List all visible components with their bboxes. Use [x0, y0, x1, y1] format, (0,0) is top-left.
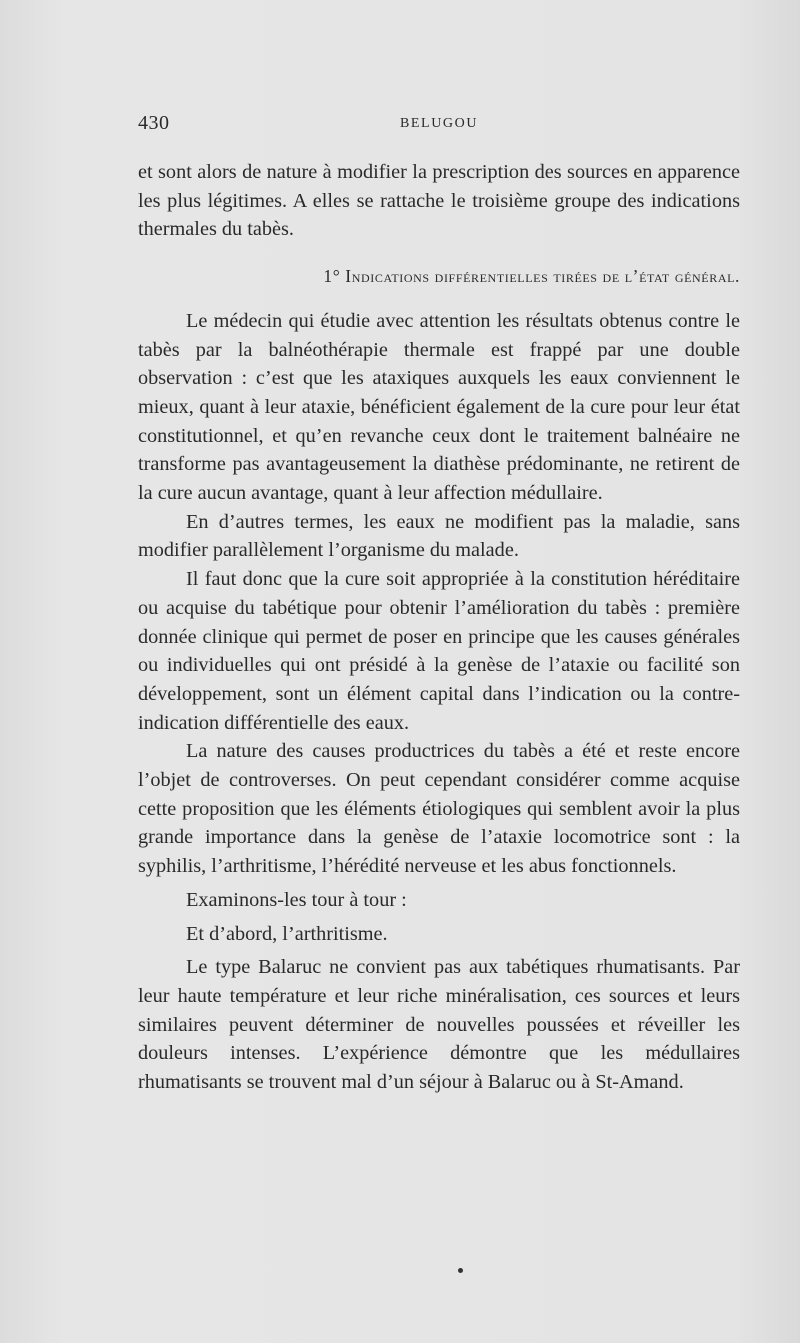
paragraph-8: Le type Balaruc ne convient pas aux tabétiques rhumatisants. Par leur haute température et leur riche minéralisation, ces sources et leurs similaires peuvent déterminer de nouvelles poussées et réveiller les douleurs intenses. L’expérience démontre que les médullaires rhumatisants se trouvent mal d’un séjour à Balaruc ou à St-Amand.: [138, 956, 740, 1094]
section-heading: 1° Indications différentielles tirées de l’état général.: [323, 266, 740, 287]
body-text: [138, 158, 740, 1097]
running-head: BELUGOU: [399, 116, 479, 131]
paragraph-3: En d’autres termes, les eaux ne modifient pas la maladie, sans modifier parallèlement l’organisme du malade.: [138, 510, 740, 562]
page-header: [138, 112, 740, 138]
page-number: 430: [138, 112, 170, 134]
paragraph-7: Et d’abord, l’arthritisme.: [186, 922, 388, 945]
paragraph-5: La nature des causes productrices du tabès a été et reste encore l’objet de controverses. On peut cependant considérer comme acquise cette proposition que les éléments étiologiques qui semblent avoir la plus grande importance dans la genèse de l’ataxie locomotrice sont : la syphilis, l’arthritisme, l’hérédité nerveuse et les abus fonctionnels.: [138, 740, 740, 878]
paragraph-1: et sont alors de nature à modifier la prescription des sources en apparence les plus légitimes. A elles se rattache le troisième groupe des indications thermales du tabès.: [138, 161, 740, 241]
paragraph-2: Le médecin qui étudie avec attention les résultats obtenus contre le tabès par la balnéothérapie thermale est frappé par une double observation : c’est que les ataxiques auxquels les eaux conviennent le mieux, quant à leur ataxie, bénéficient également de la cure pour leur état constitutionnel, et qu’en revanche ceux dont le traitement balnéaire ne transforme pas avantageusement la diathèse prédominante, ne retirent de la cure aucun avantage, quant à leur affection médullaire.: [138, 309, 740, 505]
paragraph-6: Examinons-les tour à tour :: [186, 888, 407, 911]
ink-speck: [458, 1268, 463, 1273]
paragraph-4: Il faut donc que la cure soit appropriée à la constitution héréditaire ou acquise du tabétique pour obtenir l’amélioration du tabès : première donnée clinique qui permet de poser en principe que les causes générales ou individuelles qui ont présidé à la genèse de l’ataxie ou facilité son développement, sont un élément capital dans l’indication ou la contre-indication différentielle des eaux.: [138, 568, 740, 734]
